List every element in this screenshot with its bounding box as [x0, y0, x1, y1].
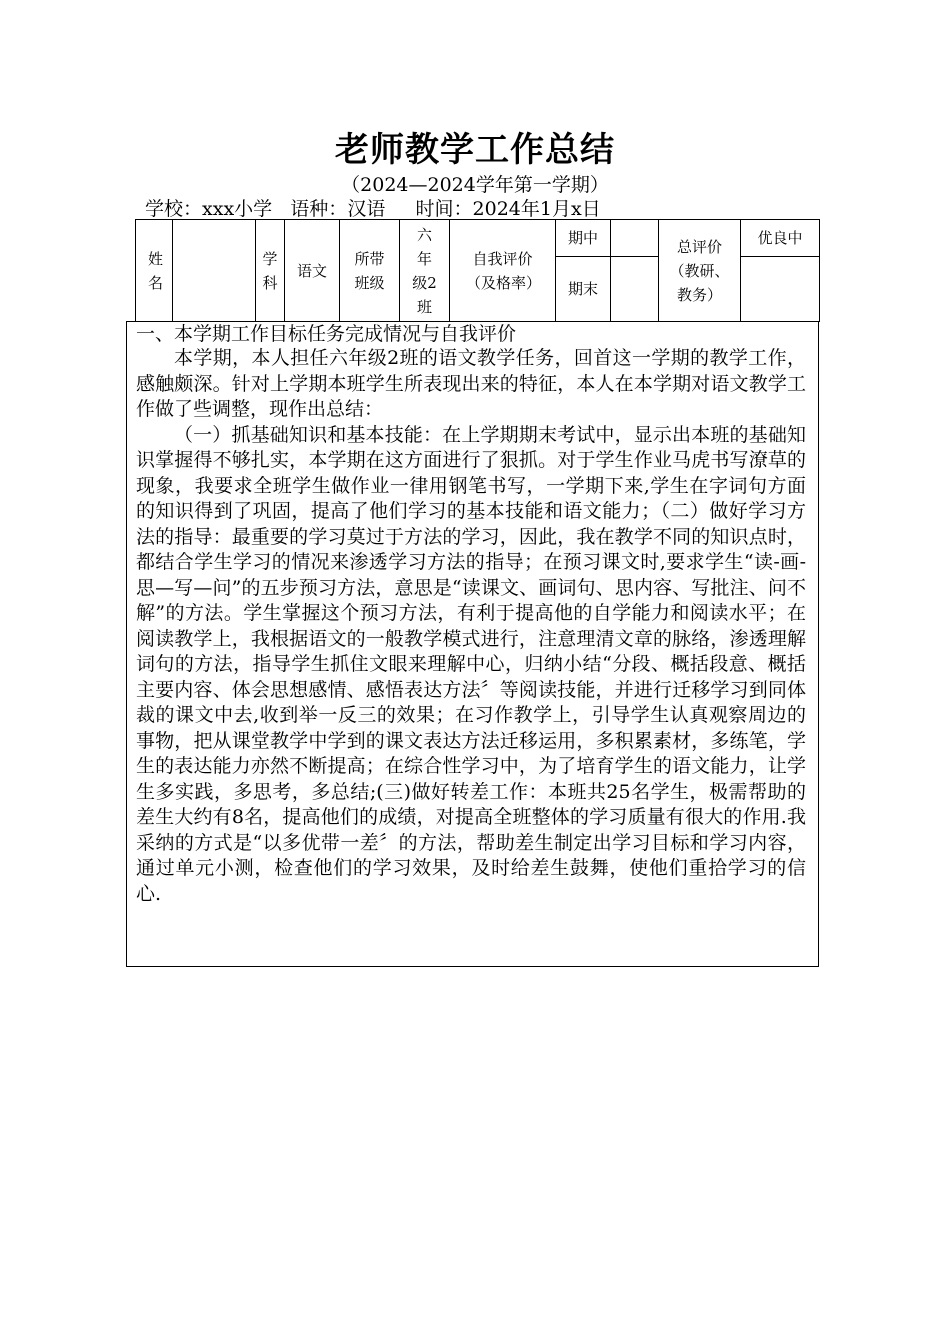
name-label: 姓名 [148, 249, 164, 292]
name-label-cell [136, 220, 173, 322]
name-value-cell[interactable] [173, 220, 256, 322]
rating-label: 优良中 [757, 229, 803, 247]
final-value-cell[interactable] [611, 257, 659, 322]
time-label: 时间： [415, 198, 473, 220]
class-label: 所带班级 [354, 249, 385, 292]
school-value: xxx小学 [202, 198, 273, 220]
time-value: 2024年1月x日 [472, 198, 601, 220]
self-eval-label: 自我评价（及格率） [466, 249, 542, 292]
midterm-label-cell [556, 220, 611, 257]
section-heading: 一、本学期工作目标任务完成情况与自我评价 [136, 323, 517, 345]
school-label: 学校： [145, 198, 203, 220]
overall-label-cell [659, 220, 741, 322]
midterm-label: 期中 [567, 229, 598, 247]
language-label: 语种： [290, 198, 348, 220]
class-value-cell [400, 220, 450, 322]
language-value: 汉语 [347, 198, 386, 220]
final-label: 期末 [567, 280, 598, 298]
class-value: 六年级2班 [412, 225, 437, 316]
class-label-cell [340, 220, 400, 322]
rating-value-cell[interactable] [741, 257, 820, 322]
semester-subtitle: （2024—2024学年第一学期） [341, 174, 609, 196]
paragraph-main: （一）抓基础知识和基本技能：在上学期期末考试中，显示出本班的基础知识掌握得不够扎实，本学期在这方面进行了狠抓。对于学生作业马虎书写潦草的现象，我要求全班学生做作业一律用钢笔书写，一学期下来,学生在字词句方面的知识得到了巩固，提高了他们学习的基本技能和语文能力；（二）做好学习方法的指导：最重要的学习莫过于方法的学习，因此，我在教学不同的知识点时，都结合学生学习的情况来渗透学习方法的指导；在预习课文时,要求学生“读-画-思—写—问”的五步预习方法，意思是“读课文、画词句、思内容、写批注、问不解”的方法。学生掌握这个预习方法，有利于提高他的自学能力和阅读水平；在阅读教学上，我根据语文的一般教学模式进行，注意理清文章的脉络，渗透理解词句的方法，指导学生抓住文眼来理解中心，归纳小结“分段、概括段意、概括主要内容、体会思想感情、感悟表达方法〞等阅读技能，并进行迁移学习到同体裁的课文中去,收到举一反三的效果；在习作教学上，引导学生认真观察周边的事物，把从课堂教学中学到的课文表达方法迁移运用，多积累素材，多练笔，学生的表达能力亦然不断提高；在综合性学习中，为了培育学生的语文能力，让学生多实践，多思考，多总结;(三)做好转差工作：本班共25名学生，极需帮助的差生大约有8名，提高他们的成绩，对提高全班整体的学习质量有很大的作用.我采纳的方式是“以多优带一差〞的方法，帮助差生制定出学习目标和学习内容，通过单元小测，检查他们的学习效果，及时给差生鼓舞，使他们重拾学习的信心. [136, 423, 806, 905]
header-table [135, 219, 820, 322]
midterm-value-cell[interactable] [611, 220, 659, 257]
subject-value-cell [285, 220, 340, 322]
subject-value: 语文 [296, 261, 327, 280]
info-line [145, 194, 601, 221]
overall-label: 总评价（教研、教务） [669, 237, 730, 304]
rating-label-cell [741, 220, 820, 257]
summary-body-box [126, 321, 819, 967]
paragraph-intro: 本学期，本人担任六年级2班的语文教学任务，回首这一学期的教学工作，感触颇深。针对上学期本班学生所表现出来的特征，本人在本学期对语文教学工作做了些调整，现作出总结： [136, 347, 806, 420]
final-label-cell [556, 257, 611, 322]
self-eval-label-cell [450, 220, 556, 322]
subject-label: 学科 [262, 249, 278, 292]
page-title: 老师教学工作总结 [335, 130, 615, 170]
subject-label-cell [256, 220, 285, 322]
summary-text [136, 346, 806, 907]
